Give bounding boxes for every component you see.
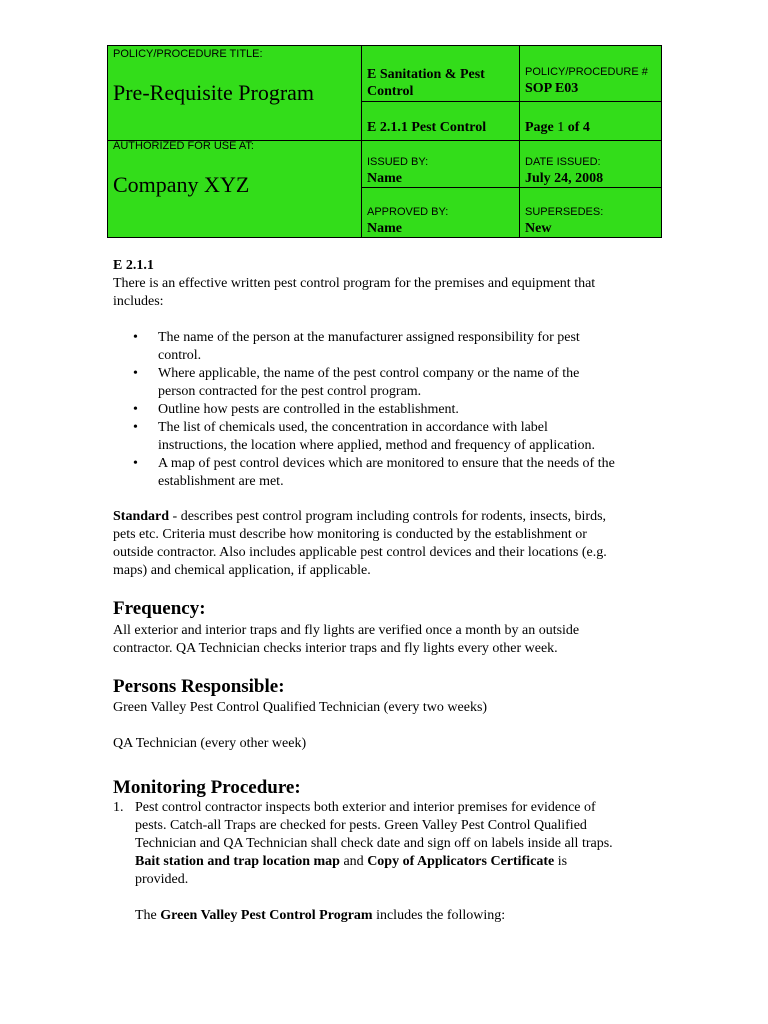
persons-item: QA Technician (every other week) [113, 736, 307, 751]
section-title-line2: Control [367, 84, 414, 99]
header-divider [361, 187, 661, 188]
bullet-item: The name of the person at the manufacturer assigned responsibility for pest [158, 330, 580, 345]
monitoring-text: Technician and QA Technician shall check date and sign off on labels inside all traps. [135, 836, 613, 851]
bullet-glyph: • [133, 420, 138, 435]
standard-paragraph-line: pets etc. Criteria must describe how monitoring is conducted by the establishment or [113, 527, 587, 542]
frequency-text: All exterior and interior traps and fly lights are verified once a month by an outside [113, 623, 580, 638]
approved-by-label: APPROVED BY: [367, 206, 449, 218]
certificate-label: Copy of Applicators Certificate [367, 854, 555, 869]
bullet-item: A map of pest control devices which are monitored to ensure that the needs of the [158, 456, 615, 471]
bait-map-label: Bait station and trap location map [135, 854, 340, 869]
bullet-glyph: • [133, 330, 138, 345]
date-issued-label: DATE ISSUED: [525, 156, 601, 168]
monitoring-conj: and [339, 854, 368, 869]
standard-paragraph-line: outside contractor. Also includes applicable pest control devices and their locations (e.g. [113, 545, 607, 560]
date-issued-value: July 24, 2008 [525, 171, 604, 186]
intro-line: includes: [113, 294, 164, 309]
header-divider [519, 46, 520, 237]
supersedes-label: SUPERSEDES: [525, 206, 604, 218]
list-number: 1. [113, 800, 124, 815]
bullet-item: The list of chemicals used, the concentration in accordance with label [158, 420, 548, 435]
monitoring-text: provided. [135, 872, 189, 887]
monitoring-text [135, 853, 567, 871]
program-pre: The [135, 908, 161, 923]
intro-line: There is an effective written pest control program for the premises and equipment that [113, 276, 596, 291]
authorized-label: AUTHORIZED FOR USE AT: [113, 140, 254, 152]
page-indicator [525, 120, 590, 136]
standard-paragraph-line [113, 508, 606, 526]
persons-heading: Persons Responsible: [113, 676, 285, 697]
monitoring-text: Pest control contractor inspects both exterior and interior premises for evidence of [135, 800, 596, 815]
policy-title-label: POLICY/PROCEDURE TITLE: [113, 48, 263, 60]
policy-title: Pre-Requisite Program [113, 80, 315, 105]
program-post: includes the following: [372, 908, 506, 923]
frequency-text: contractor. QA Technician checks interior traps and fly lights every other week. [113, 641, 558, 656]
issued-by-label: ISSUED BY: [367, 156, 429, 168]
company-name: Company XYZ [113, 172, 250, 197]
monitoring-tail: is [554, 854, 568, 869]
bullet-glyph: • [133, 402, 138, 417]
bullet-item: Where applicable, the name of the pest control company or the name of the [158, 366, 580, 381]
bullet-item-cont: person contracted for the pest control program. [158, 384, 422, 399]
persons-item: Green Valley Pest Control Qualified Technician (every two weeks) [113, 700, 488, 715]
frequency-heading: Frequency: [113, 598, 206, 619]
page-prefix: Page [525, 120, 558, 135]
bullet-glyph: • [133, 366, 138, 381]
standard-label: Standard [113, 509, 170, 524]
section-title [367, 66, 485, 100]
policy-header-table [107, 45, 662, 238]
standard-paragraph-line: maps) and chemical application, if applicable. [113, 563, 371, 578]
monitoring-heading: Monitoring Procedure: [113, 777, 301, 798]
header-divider [361, 101, 661, 102]
standard-text: - describes pest control program including controls for rodents, insects, birds, [169, 509, 607, 524]
program-name: Green Valley Pest Control Program [160, 908, 373, 923]
section-title-line1: E Sanitation & Pest [367, 67, 485, 82]
bullet-item-cont: establishment are met. [158, 474, 284, 489]
bullet-item-cont: instructions, the location where applied, method and frequency of application. [158, 438, 595, 453]
bullet-item: Outline how pests are controlled in the establishment. [158, 402, 459, 417]
program-line [135, 907, 505, 925]
approved-by-value: Name [367, 221, 402, 236]
page-suffix: of 4 [564, 120, 590, 135]
subsection-title: E 2.1.1 Pest Control [367, 120, 487, 135]
policy-number-label: POLICY/PROCEDURE # [525, 66, 648, 78]
bullet-glyph: • [133, 456, 138, 471]
section-code: E 2.1.1 [113, 258, 154, 273]
policy-number: SOP E03 [525, 81, 579, 96]
header-divider [361, 46, 362, 237]
supersedes-value: New [525, 221, 552, 236]
monitoring-text: pests. Catch-all Traps are checked for pests. Green Valley Pest Control Qualified [135, 818, 587, 833]
bullet-item-cont: control. [158, 348, 202, 363]
issued-by-value: Name [367, 171, 402, 186]
page-number: 1 [557, 120, 565, 135]
